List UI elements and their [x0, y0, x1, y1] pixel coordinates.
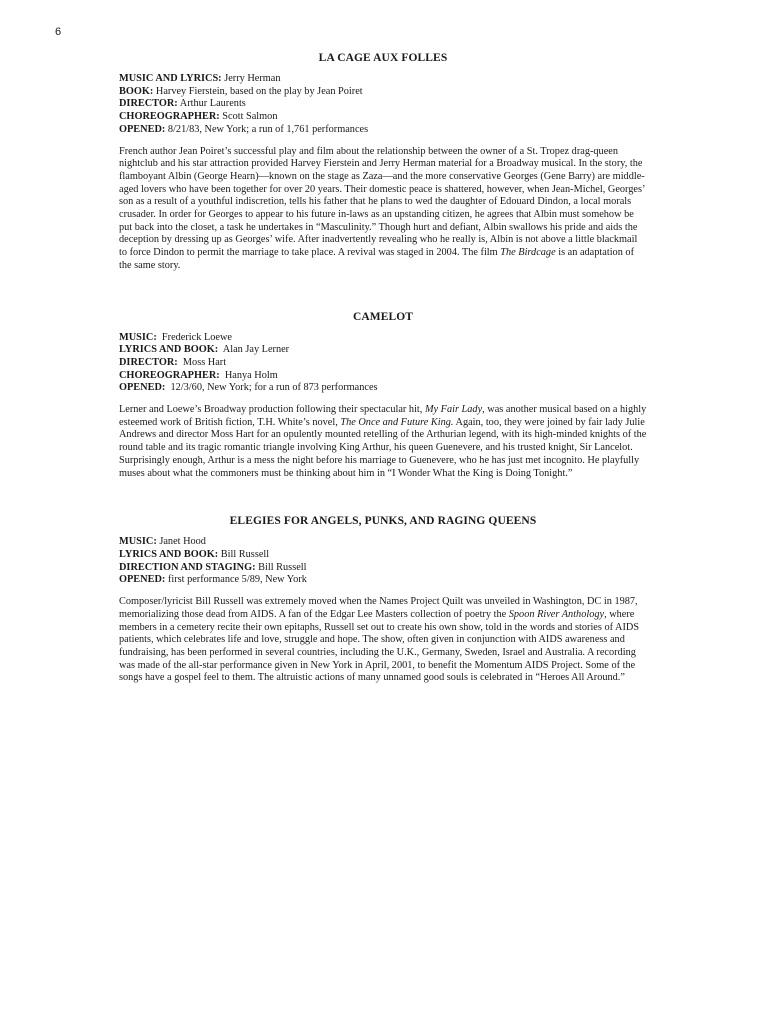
synopsis-text: Composer/lyricist Bill Russell was extremely moved when the Names Project Quilt was unveiled in Washington, DC in 1987, memorializing those dead from AIDS. A fan of the Edgar Lee Masters collection of poetry the	[119, 596, 638, 620]
credit-label: OPENED:	[119, 123, 166, 135]
credit-director	[119, 98, 647, 111]
entry-camelot	[119, 311, 647, 481]
credit-value: Hanya Holm	[224, 369, 278, 381]
credit-label: DIRECTOR:	[119, 356, 178, 368]
credit-value: Jerry Herman	[224, 73, 281, 84]
synopsis-italic-title: The Once and Future King.	[340, 416, 454, 428]
credit-value: Scott Salmon	[222, 111, 278, 123]
credit-direction-and-staging	[119, 562, 647, 575]
credit-value: 8/21/83, New York; a run of 1,761 performances	[167, 123, 369, 135]
synopsis-paragraph	[119, 596, 647, 685]
entry-title: ELEGIES FOR ANGELS, PUNKS, AND RAGING QUEENS	[229, 515, 537, 528]
credit-label: OPENED:	[119, 574, 166, 586]
synopsis-text: Lerner and Loewe’s Broadway production following their spectacular hit,	[119, 404, 425, 416]
credit-value: 12/3/60, New York; for a run of 873 performances	[170, 382, 378, 394]
credit-lyrics-and-book	[119, 549, 647, 562]
credit-label: DIRECTOR:	[119, 98, 178, 110]
credit-music	[119, 536, 647, 549]
credit-lyrics-and-book	[119, 344, 647, 357]
synopsis-text: is an adaptation of the same story.	[119, 247, 635, 271]
synopsis-text: , was another musical based on a highly esteemed work of British fiction, T.H. White’s novel,	[119, 404, 647, 428]
page-content	[119, 52, 647, 723]
credits-list	[119, 332, 647, 396]
credit-label: CHOREOGRAPHER:	[119, 369, 220, 381]
credit-value: Bill Russell	[220, 548, 270, 560]
credit-label: MUSIC:	[119, 331, 157, 343]
credit-value: Bill Russell	[258, 561, 307, 573]
credit-music-and-lyrics	[119, 73, 647, 86]
synopsis-italic-title: Spoon River Anthology	[508, 608, 605, 620]
entry-elegies	[119, 515, 647, 685]
synopsis-italic-title: The Birdcage	[500, 247, 556, 259]
synopsis-text: French author Jean Poiret’s successful play and film about the relationship between the owner of a St. Tropez drag-queen nightclub and his star attraction provided Harvey Fierstein and Jerry Herman material for a Broadway musical. In the story, the flamboyant Albin (George Hearn)—known on the stage as Zaza—and the more conservative Georges (Gene Barry) are middle-aged lovers who have been together for over 20 years. Their domestic peace is shattered, however, when Jean-Michel, Georges’ son as a result of a youthful indiscretion, tells his father that he plans to wed the daughter of Edouard Dindon, a local morals crusader. In order for Georges to appear to his future in-laws as an upstanding citizen, he agrees that Albin must somehow be put back into the closet, a task he undertakes in “Masculinity.” Though hurt and defiant, Albin swallows his pride and aids the deception by dressing up as Georges’ wife. After inadvertently revealing who he really is, Albin is not above a little blackmail to force Dindon to permit the marriage to take place. A revival was staged in 2004. The film	[119, 145, 645, 259]
synopsis-text: , where members in a cemetery recite their own epitaphs, Russell set out to create his own show, told in the words and stories of AIDS patients, which celebrates life and love, struggle and hope. The show, often given in conjunction with AIDS awareness and fundraising, has been performed in several countries, including the U.K., Germany, Sweden, Israel and Australia. A recording was made of the all-star performance given in New York in April, 2001, to benefit the Momentum AIDS Project. Some of the songs have a gospel feel to them. The altruistic actions of many unnamed good souls is celebrated in “Heroes All Around.”	[119, 608, 640, 684]
credit-label: LYRICS AND BOOK:	[119, 344, 219, 356]
credit-value: Alan Jay Lerner	[222, 344, 290, 356]
credits-list	[119, 536, 647, 587]
credit-label: LYRICS AND BOOK:	[119, 548, 219, 560]
synopsis-paragraph	[119, 146, 647, 273]
credit-label: CHOREOGRAPHER:	[119, 111, 220, 123]
credit-value: Janet Hood	[159, 536, 206, 548]
synopsis-paragraph	[119, 404, 647, 480]
credit-director	[119, 357, 647, 370]
credit-label: DIRECTION AND STAGING:	[119, 561, 256, 573]
entry-title: LA CAGE AUX FOLLES	[318, 52, 448, 64]
credit-opened	[119, 124, 647, 137]
credit-opened	[119, 382, 647, 395]
credit-label: MUSIC:	[119, 536, 157, 548]
entry-title: CAMELOT	[352, 310, 414, 323]
credit-choreographer	[119, 111, 647, 124]
credit-value: Moss Hart	[182, 356, 227, 368]
credit-opened	[119, 574, 647, 587]
credit-label: OPENED:	[119, 382, 166, 394]
credit-value: Frederick Loewe	[161, 331, 232, 343]
credit-value: Harvey Fierstein, based on the play by Jean Poiret	[155, 85, 363, 97]
credit-value: Arthur Laurents	[179, 98, 246, 110]
credit-book	[119, 86, 647, 99]
credit-value: first performance 5/89, New York	[167, 574, 307, 586]
credit-label: BOOK:	[119, 85, 154, 97]
credit-music	[119, 332, 647, 345]
entry-la-cage-aux-folles	[119, 52, 647, 273]
credit-label: MUSIC AND LYRICS:	[119, 73, 222, 84]
credits-list	[119, 73, 647, 137]
page-number: 6	[55, 26, 62, 38]
synopsis-italic-title: My Fair Lady	[424, 404, 483, 416]
credit-choreographer	[119, 370, 647, 383]
synopsis-text: Again, too, they were joined by fair lady Julie Andrews and director Moss Hart for an opulently mounted retelling of the Arthurian legend, with its high-minded knights of the round table and its tragic romantic triangle involving King Arthur, his queen Guenevere, and his trusted knight, Sir Lancelot. Surprisingly enough, Arthur is a mess the night before his marriage to Guenevere, who he has just met incognito. He playfully muses about what the commoners must be thinking about him in “I Wonder What the King is Doing Tonight.”	[119, 416, 647, 479]
